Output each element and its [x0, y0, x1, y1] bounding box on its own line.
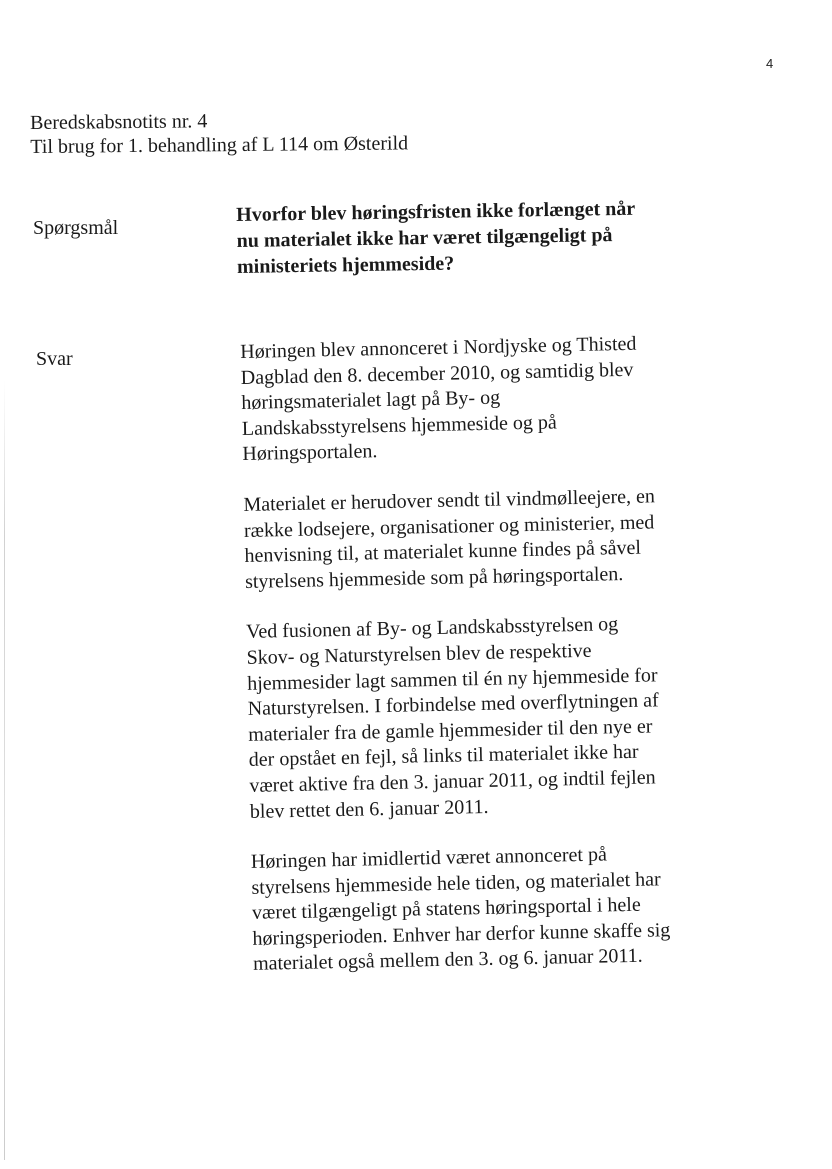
page-number: 4: [766, 56, 774, 71]
answer-line: Høringen blev annonceret i Nordjyske og Thisted: [240, 332, 637, 363]
question-text: [236, 195, 707, 280]
answer-line: været tilgængeligt på statens høringsportal i hele: [251, 894, 641, 925]
answer-paragraph: [246, 610, 730, 825]
answer-line: høringsperioden. Enhver har derfor kunne skaffe sig: [252, 918, 671, 950]
answer-line: Høringen har imidlertid været annonceret på: [250, 843, 608, 873]
answer-line: været aktive fra den 3. januar 2011, og indtil fejlen: [249, 766, 656, 797]
answer-line: hjemmesider lagt sammen til én ny hjemmeside for: [246, 663, 658, 695]
question-line: Hvorfor blev høringsfristen ikke forlænget når: [236, 197, 636, 226]
answer-line: styrelsens hjemmeside som på høringsportalen.: [244, 562, 624, 593]
answer-line: materialer fra de gamle hjemmesider til den nye er: [248, 715, 653, 746]
answer-line: styrelsens hjemmeside hele tiden, og materialet har: [251, 867, 661, 899]
answer-paragraph: [251, 840, 734, 978]
answer-paragraph: [240, 330, 723, 468]
answer-text: [240, 330, 733, 978]
answer-line: Landskabsstyrelsens hjemmeside og på: [241, 411, 557, 440]
answer-line: Høringsportalen.: [242, 440, 378, 466]
header-subtitle: Til brug for 1. behandling af L 114 om Østerild: [30, 132, 409, 158]
answer-line: Materialet er herudover sendt til vindmølleejere, en: [243, 485, 656, 516]
answer-line: Skov- og Naturstyrelsen blev de respektive: [246, 639, 592, 669]
document-header: [30, 107, 408, 159]
scan-edge-shadow: [4, 380, 5, 1160]
question-line: ministeriets hjemmeside?: [236, 252, 455, 278]
answer-label: Svar: [36, 348, 73, 370]
answer-paragraph: [243, 483, 725, 595]
answer-line: Dagblad den 8. december 2010, og samtidig blev: [240, 358, 634, 389]
question-label: Spørgsmål: [33, 217, 119, 239]
header-title: Beredskabsnotits nr. 4: [30, 110, 208, 134]
question-line: nu materialet ikke har været tilgængeligt på: [236, 224, 613, 252]
answer-line: materialet også mellem den 3. og 6. januar 2011.: [252, 945, 643, 976]
answer-line: høringsmaterialet lagt på By- og: [241, 386, 501, 415]
answer-line: henvisning til, at materialet kunne findes på såvel: [244, 536, 642, 568]
answer-line: blev rettet den 6. januar 2011.: [249, 795, 489, 823]
answer-line: Ved fusionen af By- og Landskabsstyrelsen og: [245, 613, 619, 644]
answer-line: Naturstyrelsen. I forbindelse med overflytningen af: [247, 689, 659, 721]
answer-line: der opstået en fejl, så links til materialet ikke har: [248, 741, 639, 772]
answer-line: række lodsejere, organisationer og ministerier, med: [243, 510, 655, 542]
